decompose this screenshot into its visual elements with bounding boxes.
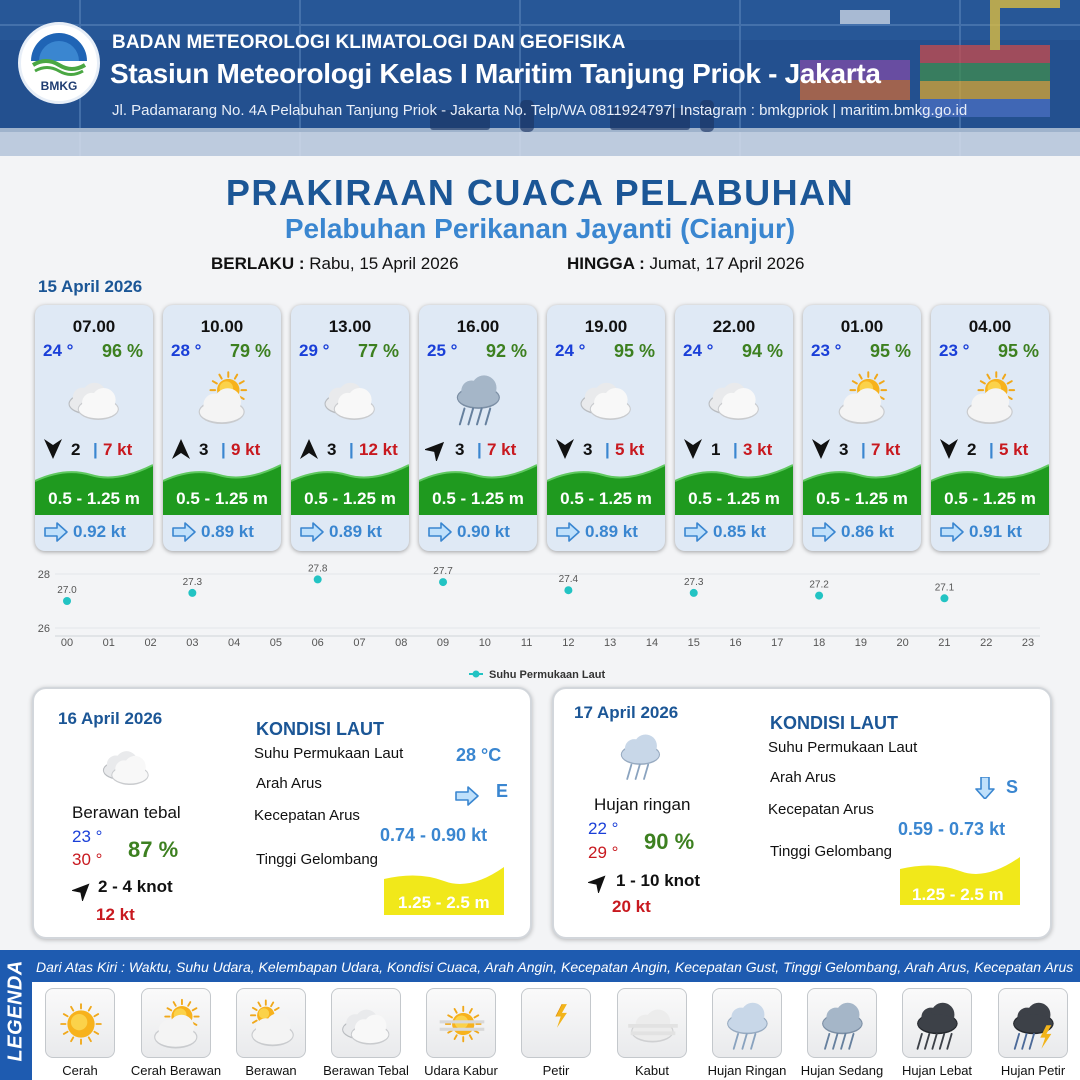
panel-temp-max: 29 °: [588, 843, 619, 862]
panel-humidity: 90 %: [644, 829, 695, 854]
hujan-petir-icon: [1003, 993, 1065, 1055]
berawan-tebal-icon: [315, 365, 387, 431]
legend-item: [712, 988, 782, 1058]
sst-data-label: 27.4: [558, 574, 579, 586]
x-tick-label: 16: [729, 637, 742, 649]
x-tick-label: 15: [687, 637, 700, 649]
card-time: 22.00: [712, 317, 756, 336]
card-current-arrow: [171, 521, 197, 543]
y-tick-label: 26: [37, 623, 50, 635]
x-tick-label: 06: [311, 637, 324, 649]
wind-direction-northeast-icon: [588, 871, 610, 893]
legend-item-label: Petir: [542, 1063, 570, 1078]
card-current-speed: 0.89 kt: [329, 522, 382, 541]
card-temperature: 28 °: [171, 341, 202, 360]
wave-height-value: 1.25 - 2.5 m: [912, 885, 1004, 904]
card-separator: |: [349, 440, 354, 459]
panel-condition: Berawan tebal: [72, 803, 181, 822]
page-title: PRAKIRAAN CUACA PELABUHAN: [225, 172, 855, 213]
x-tick-label: 14: [645, 637, 659, 649]
wind-direction-south-icon: [809, 437, 833, 461]
card-temperature: 23 °: [939, 341, 970, 360]
kabut-icon: [622, 993, 684, 1055]
card-temperature: 23 °: [811, 341, 842, 360]
current-direction-east-icon: [939, 521, 965, 543]
x-tick-label: 11: [520, 637, 533, 649]
card-wave-height: 0.5 - 1.25 m: [688, 489, 780, 508]
legend-item-label: Berawan: [245, 1063, 297, 1078]
card-separator: |: [93, 440, 98, 459]
sst-data-point: [564, 586, 572, 594]
legend-item: [426, 988, 496, 1058]
wave-height-label: Tinggi Gelombang: [256, 851, 379, 868]
forecast-card: [931, 305, 1049, 551]
card-weather-icon: [315, 365, 387, 431]
legend-item-label: Cerah Berawan: [130, 1063, 222, 1078]
berawan-tebal-icon: [92, 735, 162, 795]
forecast-card: [291, 305, 409, 551]
card-temperature: 29 °: [299, 341, 330, 360]
legend-item: [902, 988, 972, 1058]
sst-data-point: [314, 575, 322, 583]
logo-text: BMKG: [40, 79, 78, 93]
wind-direction-south-icon: [553, 437, 577, 461]
header-banner: [0, 0, 1080, 156]
panel-gust: 12 kt: [96, 905, 135, 924]
card-current-speed: 0.86 kt: [841, 522, 894, 541]
legend-description: Dari Atas Kiri : Waktu, Suhu Udara, Kelembapan Udara, Kondisi Cuaca, Arah Angin, Kecepatan Angin, Kecepatan Gust, Tinggi Gelombang, Arah Arus, Kecepatan Arus: [36, 959, 1074, 975]
x-tick-label: 10: [478, 637, 491, 649]
hujan-ringan-icon: [717, 993, 779, 1055]
valid-from: [211, 254, 459, 274]
bmkg-logo: [18, 22, 100, 104]
current-direction-label: Arah Arus: [256, 775, 322, 792]
current-speed-label: Kecepatan Arus: [768, 801, 874, 818]
forecast-card: [35, 305, 153, 551]
card-wind-arrow: [297, 437, 321, 461]
berawan-icon: [241, 993, 303, 1055]
card-gust: 5 kt: [615, 440, 645, 459]
card-weather-icon: [699, 365, 771, 431]
card-wind: [41, 437, 149, 461]
sst-data-label: 27.7: [433, 566, 453, 578]
legend-description-bar: [32, 950, 1080, 982]
legend-item: [617, 988, 687, 1058]
card-humidity: 95 %: [997, 341, 1039, 361]
current-speed-value: 0.74 - 0.90 kt: [380, 825, 488, 845]
x-tick-label: 03: [186, 637, 199, 649]
card-humidity: 96 %: [101, 341, 143, 361]
current-direction-east-icon: [171, 521, 197, 543]
berawan-tebal-icon: [699, 365, 771, 431]
valid-to: [567, 254, 804, 274]
card-temperature: 25 °: [427, 341, 458, 360]
current-speed-label: Kecepatan Arus: [254, 807, 360, 824]
cerah-berawan-icon: [955, 365, 1027, 431]
panel-temp-min: 22 °: [588, 819, 619, 838]
card-wind-arrow: [169, 437, 193, 461]
cerah-berawan-icon: [187, 365, 259, 431]
berawan-tebal-icon: [336, 993, 398, 1055]
x-tick-label: 05: [269, 637, 283, 649]
x-tick-label: 23: [1021, 637, 1035, 649]
x-tick-label: 07: [353, 637, 366, 649]
card-current-speed: 0.91 kt: [969, 522, 1022, 541]
card-gust: 12 kt: [359, 440, 398, 459]
card-wind: [937, 437, 1045, 461]
card-time: 19.00: [584, 317, 628, 336]
card-gust: 9 kt: [231, 440, 261, 459]
card-wave-height: 0.5 - 1.25 m: [176, 489, 268, 508]
card-gust: 7 kt: [871, 440, 901, 459]
card-wind-arrow: [809, 437, 833, 461]
sst-data-point: [63, 597, 71, 605]
panel-humidity: 87 %: [128, 837, 179, 862]
legend-item-label: Kabut: [635, 1063, 669, 1078]
sst-label: Suhu Permukaan Laut: [254, 745, 404, 762]
valid-from-label: BERLAKU :: [211, 254, 305, 273]
wave-height-value: 1.25 - 2.5 m: [398, 893, 490, 912]
cerah-berawan-icon: [827, 365, 899, 431]
card-current-arrow: [427, 521, 453, 543]
card-separator: |: [733, 440, 738, 459]
card-current-arrow: [43, 521, 69, 543]
legend-side-bar: [0, 950, 32, 1080]
wind-direction-south-icon: [41, 437, 65, 461]
panel-date: 17 April 2026: [574, 703, 679, 722]
forecast-card: [547, 305, 665, 551]
petir-icon: [526, 993, 588, 1055]
card-wave-height: 0.5 - 1.25 m: [432, 489, 524, 508]
sst-data-label: 27.3: [684, 576, 704, 588]
card-wave-height: 0.5 - 1.25 m: [560, 489, 652, 508]
x-tick-label: 18: [812, 637, 826, 649]
card-gust: 5 kt: [999, 440, 1029, 459]
card-humidity: 92 %: [485, 341, 527, 361]
card-current-speed: 0.89 kt: [585, 522, 638, 541]
y-tick-label: 28: [37, 569, 50, 581]
card-time: 04.00: [968, 317, 1012, 336]
x-tick-label: 21: [938, 637, 951, 649]
panel-condition: Hujan ringan: [594, 795, 691, 814]
cerah-berawan-icon: [146, 993, 208, 1055]
card-wind: [297, 437, 405, 461]
current-direction-arrow: [454, 785, 480, 807]
card-wind: [425, 437, 533, 461]
card-humidity: 77 %: [357, 341, 399, 361]
legend-item-label: Berawan Tebal: [323, 1063, 409, 1078]
forecast-card: [163, 305, 281, 551]
card-wind-speed: 1: [711, 440, 721, 459]
current-direction-south-icon: [972, 777, 998, 799]
card-time: 01.00: [840, 317, 884, 336]
legend-item-label: Udara Kabur: [424, 1063, 498, 1078]
legend-item: [236, 988, 306, 1058]
card-weather-icon: [443, 365, 515, 431]
panel-wind-speed: 1 - 10 knot: [616, 871, 701, 890]
card-wind-speed: 3: [839, 440, 849, 459]
legend-item: [45, 988, 115, 1058]
card-wave-height: 0.5 - 1.25 m: [48, 489, 140, 508]
valid-to-label: HINGGA :: [567, 254, 645, 273]
legend-item: [521, 988, 591, 1058]
card-separator: |: [989, 440, 994, 459]
x-tick-label: 17: [771, 637, 784, 649]
card-wind: [681, 437, 789, 461]
hujan-sedang-icon: [812, 993, 874, 1055]
card-time: 13.00: [328, 317, 372, 336]
wind-direction-northeast-icon: [425, 437, 449, 461]
card-weather-icon: [187, 365, 259, 431]
sst-value: 28 °C: [456, 745, 502, 765]
card-separator: |: [605, 440, 610, 459]
page-subtitle: Pelabuhan Perikanan Jayanti (Cianjur): [284, 213, 796, 244]
sst-data-point: [188, 589, 196, 597]
today-date: 15 April 2026: [38, 277, 143, 296]
udara-kabur-icon: [431, 993, 493, 1055]
card-weather-icon: [827, 365, 899, 431]
legend-item-label: Hujan Lebat: [901, 1063, 973, 1078]
sst-data-point: [690, 589, 698, 597]
hujan-sedang-icon: [443, 365, 515, 431]
card-time: 16.00: [456, 317, 500, 336]
sst-data-label: 27.0: [57, 585, 77, 596]
sst-legend-label: Suhu Permukaan Laut: [489, 669, 606, 681]
card-temperature: 24 °: [555, 341, 586, 360]
current-direction-label: Arah Arus: [770, 769, 836, 786]
card-wind-arrow: [553, 437, 577, 461]
sst-data-label: 27.8: [307, 563, 328, 575]
wind-direction-northeast-icon: [72, 879, 94, 901]
contact-info: Jl. Padamarang No. 4A Pelabuhan Tanjung Priok - Jakarta No. Telp/WA 0811924797| Instagram : bmkgpriok | maritim.bmkg.go.id: [112, 102, 968, 119]
panel-weather-icon: [92, 735, 162, 795]
card-humidity: 79 %: [229, 341, 271, 361]
legend-item-label: Cerah: [62, 1063, 98, 1078]
x-tick-label: 20: [896, 637, 909, 649]
x-tick-label: 04: [228, 637, 241, 649]
card-weather-icon: [955, 365, 1027, 431]
wind-direction-south-icon: [937, 437, 961, 461]
legend-item: [141, 988, 211, 1058]
card-wind-speed: 3: [455, 440, 465, 459]
panel-temp-max: 30 °: [72, 850, 103, 869]
current-direction-value: S: [1006, 777, 1019, 797]
sst-data-point: [815, 592, 823, 600]
card-gust: 7 kt: [487, 440, 517, 459]
panel-wind-arrow: [588, 871, 610, 893]
panel-gust: 20 kt: [612, 897, 651, 916]
x-tick-label: 09: [436, 637, 450, 649]
x-tick-label: 12: [562, 637, 575, 649]
sst-data-label: 27.2: [809, 579, 829, 591]
current-direction-east-icon: [43, 521, 69, 543]
card-wind-arrow: [41, 437, 65, 461]
card-wind: [553, 437, 661, 461]
card-separator: |: [477, 440, 482, 459]
card-current-speed: 0.90 kt: [457, 522, 510, 541]
card-wave-height: 0.5 - 1.25 m: [944, 489, 1036, 508]
wind-direction-south-icon: [681, 437, 705, 461]
x-tick-label: 08: [395, 637, 408, 649]
x-tick-label: 01: [102, 637, 115, 649]
card-wind-arrow: [937, 437, 961, 461]
berawan-tebal-icon: [571, 365, 643, 431]
legend-item: [807, 988, 877, 1058]
card-wind-arrow: [681, 437, 705, 461]
card-current-speed: 0.92 kt: [73, 522, 126, 541]
card-current-speed: 0.85 kt: [713, 522, 766, 541]
wave-height-label: Tinggi Gelombang: [770, 843, 893, 860]
forecast-card: [803, 305, 921, 551]
card-separator: |: [221, 440, 226, 459]
legend-item-label: Hujan Petir: [1000, 1063, 1066, 1078]
sst-label: Suhu Permukaan Laut: [768, 739, 918, 756]
forecast-card: [419, 305, 537, 551]
x-tick-label: 22: [980, 637, 993, 649]
card-wind-arrow: [425, 437, 449, 461]
card-wind-speed: 3: [327, 440, 337, 459]
x-tick-label: 13: [604, 637, 617, 649]
card-wind-speed: 3: [199, 440, 209, 459]
card-temperature: 24 °: [43, 341, 74, 360]
current-direction-east-icon: [454, 785, 480, 807]
wind-direction-north-icon: [297, 437, 321, 461]
sst-chart: [0, 562, 1080, 686]
legend-item-label: Hujan Sedang: [800, 1063, 884, 1078]
current-direction-east-icon: [427, 521, 453, 543]
sst-data-point: [439, 578, 447, 586]
berawan-tebal-icon: [59, 365, 131, 431]
card-time: 07.00: [72, 317, 116, 336]
panel-wind-speed: 2 - 4 knot: [98, 877, 173, 896]
current-direction-east-icon: [299, 521, 325, 543]
card-wind: [809, 437, 917, 461]
station-name: Stasiun Meteorologi Kelas I Maritim Tanjung Priok - Jakarta: [110, 58, 881, 89]
card-wind-speed: 2: [967, 440, 977, 459]
card-temperature: 24 °: [683, 341, 714, 360]
panel-temp-min: 23 °: [72, 827, 103, 846]
card-gust: 3 kt: [743, 440, 773, 459]
legend-swatch-dot: [473, 671, 480, 678]
current-direction-arrow: [972, 777, 998, 799]
hujan-lebat-icon: [907, 993, 969, 1055]
card-wave-height: 0.5 - 1.25 m: [304, 489, 396, 508]
valid-from-value: Rabu, 15 April 2026: [309, 254, 459, 273]
card-humidity: 95 %: [869, 341, 911, 361]
card-gust: 7 kt: [103, 440, 133, 459]
card-separator: |: [861, 440, 866, 459]
sst-data-label: 27.3: [182, 576, 203, 588]
bmkg-emblem-icon: [21, 31, 97, 81]
legend-item-label: Hujan Ringan: [707, 1063, 787, 1078]
day-forecast-panel: [552, 687, 1052, 939]
card-humidity: 94 %: [741, 341, 783, 361]
card-current-arrow: [811, 521, 837, 543]
panel-wind-arrow: [72, 879, 94, 901]
current-direction-value: E: [496, 781, 509, 801]
legend-item: [331, 988, 401, 1058]
card-humidity: 95 %: [613, 341, 655, 361]
kondisi-laut-title: KONDISI LAUT: [770, 713, 898, 733]
sst-data-point: [940, 594, 948, 602]
hujan-ringan-icon: [606, 725, 676, 785]
card-weather-icon: [571, 365, 643, 431]
x-tick-label: 02: [144, 637, 157, 649]
card-wind-speed: 3: [583, 440, 593, 459]
x-tick-label: 00: [60, 637, 74, 649]
card-wave-height: 0.5 - 1.25 m: [816, 489, 908, 508]
org-name: BADAN METEOROLOGI KLIMATOLOGI DAN GEOFISIKA: [112, 32, 626, 53]
panel-weather-icon: [606, 725, 676, 785]
current-direction-east-icon: [555, 521, 581, 543]
current-speed-value: 0.59 - 0.73 kt: [898, 819, 1006, 839]
legend-item: [998, 988, 1068, 1058]
card-current-arrow: [299, 521, 325, 543]
card-weather-icon: [59, 365, 131, 431]
current-direction-east-icon: [811, 521, 837, 543]
sst-data-label: 27.1: [934, 582, 955, 594]
card-current-arrow: [683, 521, 709, 543]
kondisi-laut-title: KONDISI LAUT: [256, 719, 384, 739]
card-time: 10.00: [200, 317, 244, 336]
card-current-speed: 0.89 kt: [201, 522, 254, 541]
card-current-arrow: [939, 521, 965, 543]
current-direction-east-icon: [683, 521, 709, 543]
cerah-icon: [50, 993, 112, 1055]
forecast-card: [675, 305, 793, 551]
card-wind: [169, 437, 277, 461]
card-wind-speed: 2: [71, 440, 81, 459]
x-tick-label: 19: [854, 637, 867, 649]
wind-direction-north-icon: [169, 437, 193, 461]
valid-to-value: Jumat, 17 April 2026: [649, 254, 805, 273]
legend-title: LEGENDA: [4, 960, 27, 1062]
card-current-arrow: [555, 521, 581, 543]
panel-date: 16 April 2026: [58, 709, 163, 728]
day-forecast-panel: [32, 687, 532, 939]
